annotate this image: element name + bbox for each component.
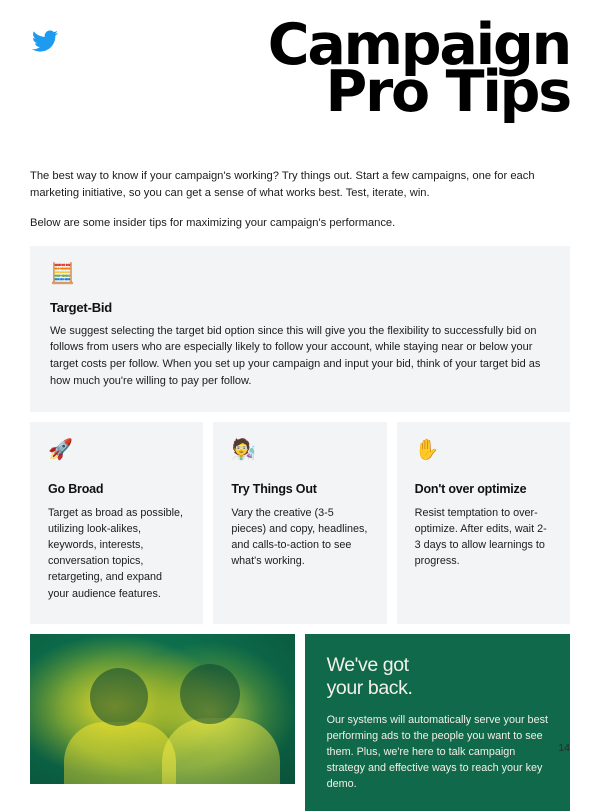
intro-section: [30, 168, 570, 232]
callout-heading-line-1: We've got: [326, 653, 409, 676]
page-title: [267, 12, 570, 125]
target-bid-body: We suggest selecting the target bid option since this will give you the flexibility to successfully bid on follows from users who are especially likely to follow your account, while staying near or below your target costs per follow. When you set up your campaign and input your bid, think of your target bid as how much you're willing to pay per follow.: [50, 324, 541, 387]
intro-paragraph-2: Below are some insider tips for maximizing your campaign's performance.: [30, 217, 396, 230]
callout-heading-line-2: your back.: [326, 676, 413, 699]
scientist-icon: 🧑‍🔬: [231, 438, 257, 461]
tip-card: [397, 422, 570, 624]
raised-hand-icon: ✋: [414, 438, 440, 461]
intro-paragraph-1: The best way to know if your campaign's working? Try things out. Start a few campaigns, one for each marketing initiative, so you can get a sense of what works best. Test, iterate, win.: [30, 170, 535, 199]
page-title-line-1: Campaign: [267, 12, 570, 78]
callout-heading: [327, 654, 548, 700]
abacus-icon: 🧮: [50, 262, 75, 285]
rocket-icon: 🚀: [48, 438, 73, 461]
tip-card-body: Target as broad as possible, utilizing look-alikes, keywords, interests, conversation topics, retargeting, and expand your audience features.: [48, 506, 184, 600]
tip-card-title: Go Broad: [48, 481, 104, 496]
tip-card-list: [30, 422, 570, 624]
bottom-section: [30, 634, 570, 811]
tip-card: [30, 422, 203, 624]
tip-card-body: Vary the creative (3-5 pieces) and copy, headlines, and calls-to-action to see what's working.: [231, 506, 368, 568]
page-header: [30, 12, 570, 130]
weve-got-your-back-callout: [305, 634, 570, 811]
tip-card-body: Resist temptation to over-optimize. After edits, wait 2-3 days to allow learnings to progress.: [414, 506, 547, 568]
target-bid-panel: [30, 246, 570, 412]
tip-card: [213, 422, 386, 624]
callout-body: Our systems will automatically serve your best performing ads to the people you want to see them. Plus, we're here to talk campaign strategy and effective ways to reach your key demo.: [326, 713, 548, 791]
tip-card-title: Try Things Out: [231, 481, 317, 496]
page-number: 14: [558, 742, 570, 754]
twitter-bird-icon: [30, 28, 60, 54]
tip-card-title: Don't over optimize: [414, 481, 527, 496]
two-people-laughing-photo: [30, 634, 295, 784]
target-bid-title: Target-Bid: [50, 299, 113, 315]
page-title-line-2: Pro Tips: [325, 58, 570, 125]
